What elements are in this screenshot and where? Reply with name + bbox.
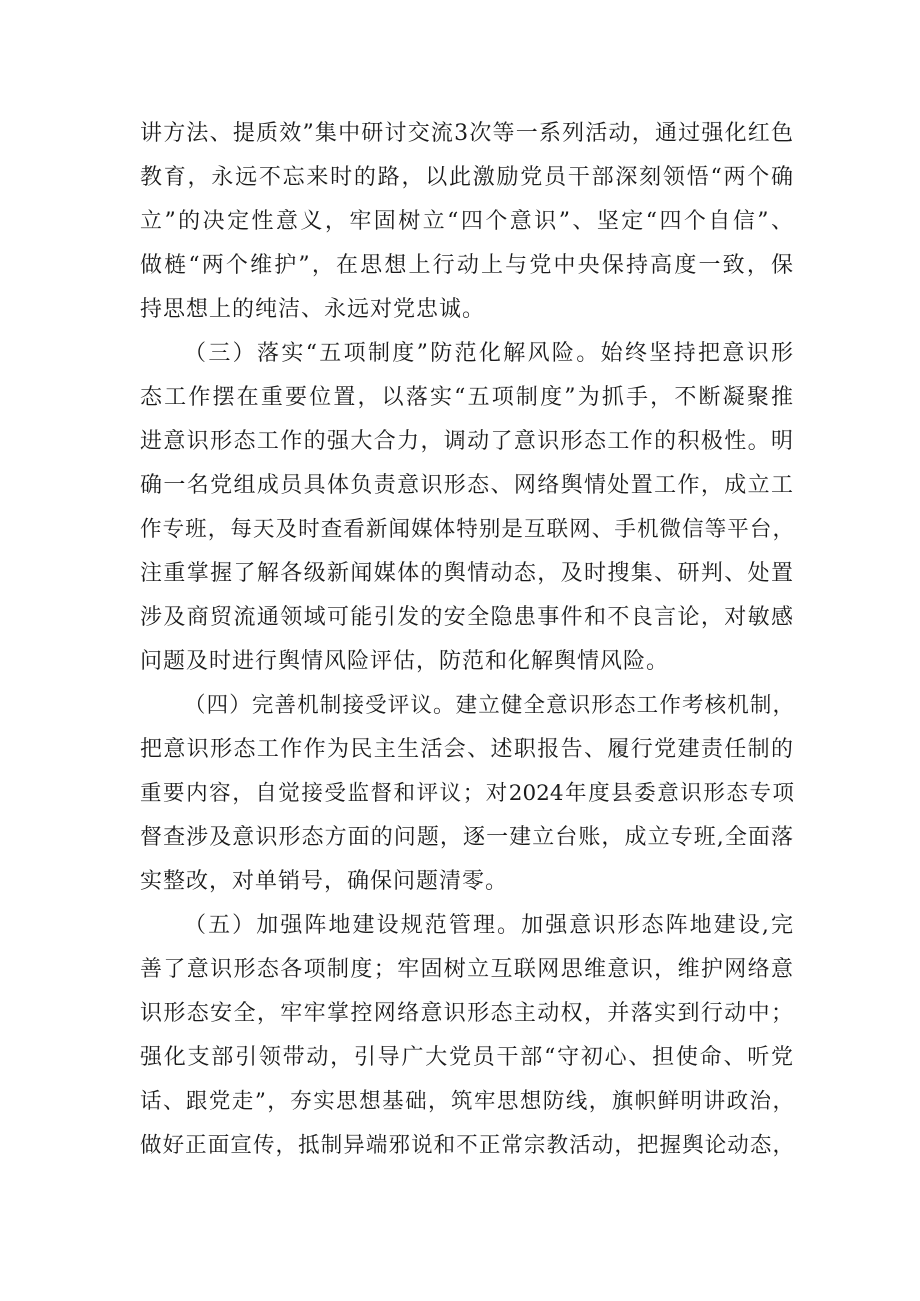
section-heading-line: （三）落实“五项制度”防范化解风险。始终坚持把意识形 [184, 341, 794, 366]
paragraph-1 [140, 112, 794, 332]
text-line: 善了意识形态各项制度；牢固树立互联网思维意识，维护网络意 [140, 957, 794, 982]
text-line: 把意识形态工作作为民主生活会、述职报告、履行党建责任制的 [140, 737, 794, 762]
text-line: 持思想上的纯洁、永远对党忠诚。 [140, 297, 486, 322]
text-line: 强化支部引领带动，引导广大党员干部“守初心、担使命、听党 [140, 1045, 794, 1070]
paragraph-2 [140, 332, 794, 684]
paragraph-3 [140, 684, 794, 904]
text-line: 注重掌握了解各级新闻媒体的舆情动态，及时搜集、研判、处置 [140, 561, 794, 586]
document-body [140, 112, 794, 1168]
text-line: 态工作摆在重要位置，以落实“五项制度”为抓手，不断凝聚推 [140, 385, 794, 410]
section-heading-line: （四）完善机制接受评议。建立健全意识形态工作考核机制， [184, 693, 794, 718]
section-heading-line: （五）加强阵地建设规范管理。加强意识形态阵地建设,完 [184, 913, 794, 938]
text-line: 涉及商贸流通领域可能引发的安全隐患事件和不良言论，对敏感 [140, 605, 794, 630]
text-line: 作专班，每天及时查看新闻媒体特别是互联网、手机微信等平台， [140, 517, 794, 542]
text-line: 做好正面宣传，抵制异端邪说和不正常宗教活动，把握舆论动态， [140, 1133, 794, 1158]
text-line: 实整改，对单销号，确保问题清零。 [140, 869, 509, 894]
text-line: 进意识形态工作的强大合力，调动了意识形态工作的积极性。明 [140, 429, 794, 454]
text-line: 话、跟党走”，夯实思想基础，筑牢思想防线，旗帜鲜明讲政治， [140, 1089, 794, 1114]
text-line: 做梿“两个维护”，在思想上行动上与党中央保持高度一致，保 [140, 253, 794, 278]
text-line: 确一名党组成员具体负责意识形态、网络舆情处置工作，成立工 [140, 473, 794, 498]
text-line: 讲方法、提质效”集中研讨交流3次等一系列活动，通过强化红色 [140, 121, 794, 146]
paragraph-4 [140, 904, 794, 1168]
text-line: 立”的决定性意义，牢固树立“四个意识”、坚定“四个自信”、 [140, 209, 794, 234]
text-line: 教育，永远不忘来时的路，以此激励党员干部深刻领悟“两个确 [140, 165, 794, 190]
text-line: 问题及时进行舆情风险评估，防范和化解舆情风险。 [140, 649, 670, 674]
text-line: 督查涉及意识形态方面的问题，逐一建立台账，成立专班,全面落 [140, 825, 794, 850]
text-line: 识形态安全，牢牢掌控网络意识形态主动权，并落实到行动中； [140, 1001, 794, 1026]
text-line: 重要内容，自觉接受监督和评议；对2024年度县委意识形态专项 [140, 781, 794, 806]
